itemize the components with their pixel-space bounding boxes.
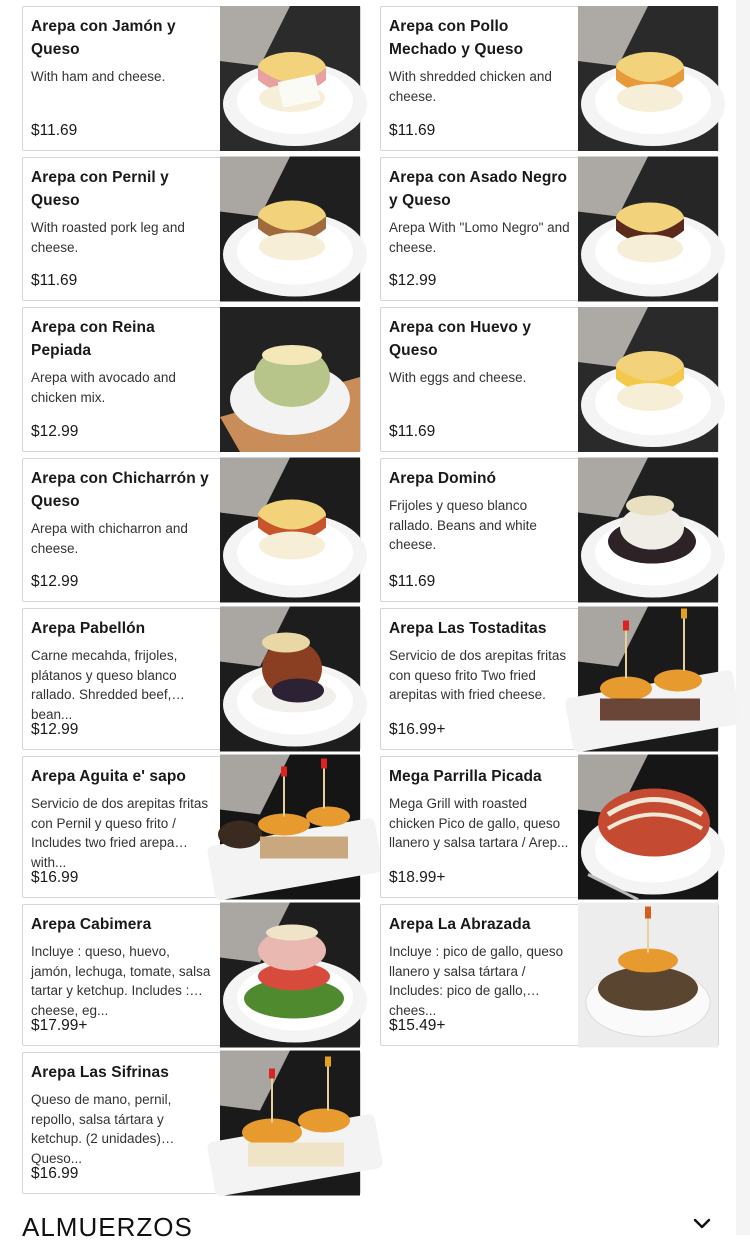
- menu-item-info: [31, 467, 213, 593]
- menu-item-price: $11.69: [31, 272, 78, 289]
- menu-item-name: Mega Parrilla Picada: [389, 768, 542, 785]
- menu-item-card[interactable]: [22, 756, 361, 898]
- menu-item-name: Arepa con Asado Negro y Queso: [389, 169, 568, 209]
- arepa-reina-pepiada-photo[interactable]: [220, 308, 360, 451]
- mega-parrilla-photo[interactable]: [578, 757, 718, 897]
- menu-item-info: [389, 765, 571, 889]
- arepa-chicharron-photo[interactable]: [220, 459, 360, 601]
- menu-item-name: Arepa Las Sifrinas: [31, 1064, 169, 1081]
- menu-item-description: With shredded chicken and cheese.: [389, 69, 552, 104]
- menu-item-price: $11.69: [389, 573, 436, 590]
- arepa-chicken-photo[interactable]: [578, 7, 718, 150]
- menu-item-description: Servicio de dos arepitas fritas con Pernil y queso frito / Includes two fried arepa with...: [31, 796, 209, 870]
- menu-item-description: Carne mecahda, frijoles, plátanos y queso blanco rallado. Shredded beef, bean...: [31, 648, 178, 722]
- menu-item-name: Arepa con Pollo Mechado y Queso: [389, 18, 524, 58]
- menu-item-card[interactable]: [380, 157, 719, 301]
- menu-item-name: Arepa Las Tostaditas: [389, 620, 547, 637]
- menu-item-card[interactable]: [22, 458, 361, 602]
- menu-item-description: Arepa with avocado and chicken mix.: [31, 370, 176, 405]
- menu-item-name: Arepa Cabimera: [31, 916, 152, 933]
- arepa-aguita-photo[interactable]: [220, 757, 360, 897]
- menu-item-name: Arepa Pabellón: [31, 620, 146, 637]
- menu-item-card[interactable]: [380, 307, 719, 452]
- menu-item-description: Arepa with chicharron and cheese.: [31, 521, 188, 556]
- menu-item-info: [31, 913, 213, 1037]
- menu-item-description: Arepa With "Lomo Negro" and cheese.: [389, 220, 570, 255]
- menu-item-name: Arepa Aguita e' sapo: [31, 768, 186, 785]
- page-scrollbar[interactable]: [736, 0, 750, 1235]
- menu-item-info: [31, 15, 213, 142]
- menu-item-card[interactable]: [380, 458, 719, 602]
- menu-item-price: $12.99: [31, 573, 79, 590]
- menu-item-info: [31, 1061, 213, 1185]
- menu-item-description: With eggs and cheese.: [389, 370, 527, 385]
- chevron-down-icon[interactable]: [693, 1217, 711, 1231]
- arepa-ham-cheese-photo[interactable]: [220, 7, 360, 150]
- menu-item-price: $12.99: [389, 272, 437, 289]
- menu-item-card[interactable]: [22, 157, 361, 301]
- menu-item-price: $15.49+: [389, 1017, 446, 1034]
- arepa-asado-negro-photo[interactable]: [578, 158, 718, 300]
- menu-item-price: $16.99+: [389, 721, 446, 738]
- section-title-almuerzos: ALMUERZOS: [22, 1212, 193, 1242]
- menu-item-price: $11.69: [389, 122, 436, 139]
- menu-item-price: $16.99: [31, 869, 79, 886]
- arepa-sifrinas-photo[interactable]: [220, 1053, 360, 1193]
- menu-item-info: [31, 617, 213, 741]
- menu-item-price: $18.99+: [389, 869, 446, 886]
- arepa-abrazada-photo[interactable]: [578, 905, 718, 1045]
- menu-item-description: Incluye : queso, huevo, jamón, lechuga, tomate, salsa tartar y ketchup. Includes : cheese, eg...: [31, 944, 211, 1018]
- menu-item-card[interactable]: [380, 756, 719, 898]
- menu-item-price: $11.69: [389, 423, 436, 440]
- menu-item-card[interactable]: [380, 904, 719, 1046]
- menu-item-info: [389, 166, 571, 292]
- menu-item-description: With ham and cheese.: [31, 69, 166, 84]
- menu-item-price: $16.99: [31, 1165, 79, 1182]
- menu-item-name: Arepa La Abrazada: [389, 916, 531, 933]
- menu-item-description: Queso de mano, pernil, repollo, salsa tártara y ketchup. (2 unidades) Queso...: [31, 1092, 172, 1166]
- arepa-egg-photo[interactable]: [578, 308, 718, 451]
- menu-item-info: [389, 467, 571, 593]
- menu-item-card[interactable]: [22, 307, 361, 452]
- menu-item-card[interactable]: [22, 608, 361, 750]
- menu-item-info: [389, 316, 571, 443]
- arepa-domino-photo[interactable]: [578, 459, 718, 601]
- menu-item-info: [389, 15, 571, 142]
- arepa-cabimera-photo[interactable]: [220, 905, 360, 1045]
- menu-item-info: [31, 166, 213, 292]
- menu-item-price: $17.99+: [31, 1017, 88, 1034]
- menu-item-price: $12.99: [31, 423, 79, 440]
- menu-item-info: [389, 913, 571, 1037]
- arepa-tostaditas-photo[interactable]: [578, 609, 718, 749]
- menu-item-name: Arepa con Reina Pepiada: [31, 319, 155, 359]
- menu-item-name: Arepa Dominó: [389, 470, 497, 487]
- menu-item-name: Arepa con Jamón y Queso: [31, 18, 176, 58]
- menu-item-description: Servicio de dos arepitas fritas con queso frito Two fried arepitas with fried cheese.: [389, 648, 567, 703]
- menu-item-card[interactable]: [380, 6, 719, 151]
- menu-item-card[interactable]: [22, 904, 361, 1046]
- menu-item-price: $11.69: [31, 122, 78, 139]
- menu-item-card[interactable]: [22, 6, 361, 151]
- arepa-pabellon-photo[interactable]: [220, 609, 360, 749]
- menu-item-name: Arepa con Huevo y Queso: [389, 319, 532, 359]
- arepa-pernil-photo[interactable]: [220, 158, 360, 300]
- menu-item-name: Arepa con Pernil y Queso: [31, 169, 169, 209]
- menu-item-price: $12.99: [31, 721, 79, 738]
- menu-item-card[interactable]: [22, 1052, 361, 1194]
- menu-item-info: [31, 316, 213, 443]
- menu-item-card[interactable]: [380, 608, 719, 750]
- menu-item-description: Incluye : pico de gallo, queso llanero y salsa tártara / Includes: pico de gallo, chees...: [389, 944, 564, 1018]
- menu-item-info: [389, 617, 571, 741]
- menu-item-description: With roasted pork leg and cheese.: [31, 220, 185, 255]
- menu-item-description: Frijoles y queso blanco rallado. Beans and white cheese.: [389, 498, 537, 553]
- menu-item-name: Arepa con Chicharrón y Queso: [31, 470, 209, 510]
- menu-item-description: Mega Grill with roasted chicken Pico de gallo, queso llanero y salsa tartara / Arep...: [389, 796, 569, 851]
- menu-item-info: [31, 765, 213, 889]
